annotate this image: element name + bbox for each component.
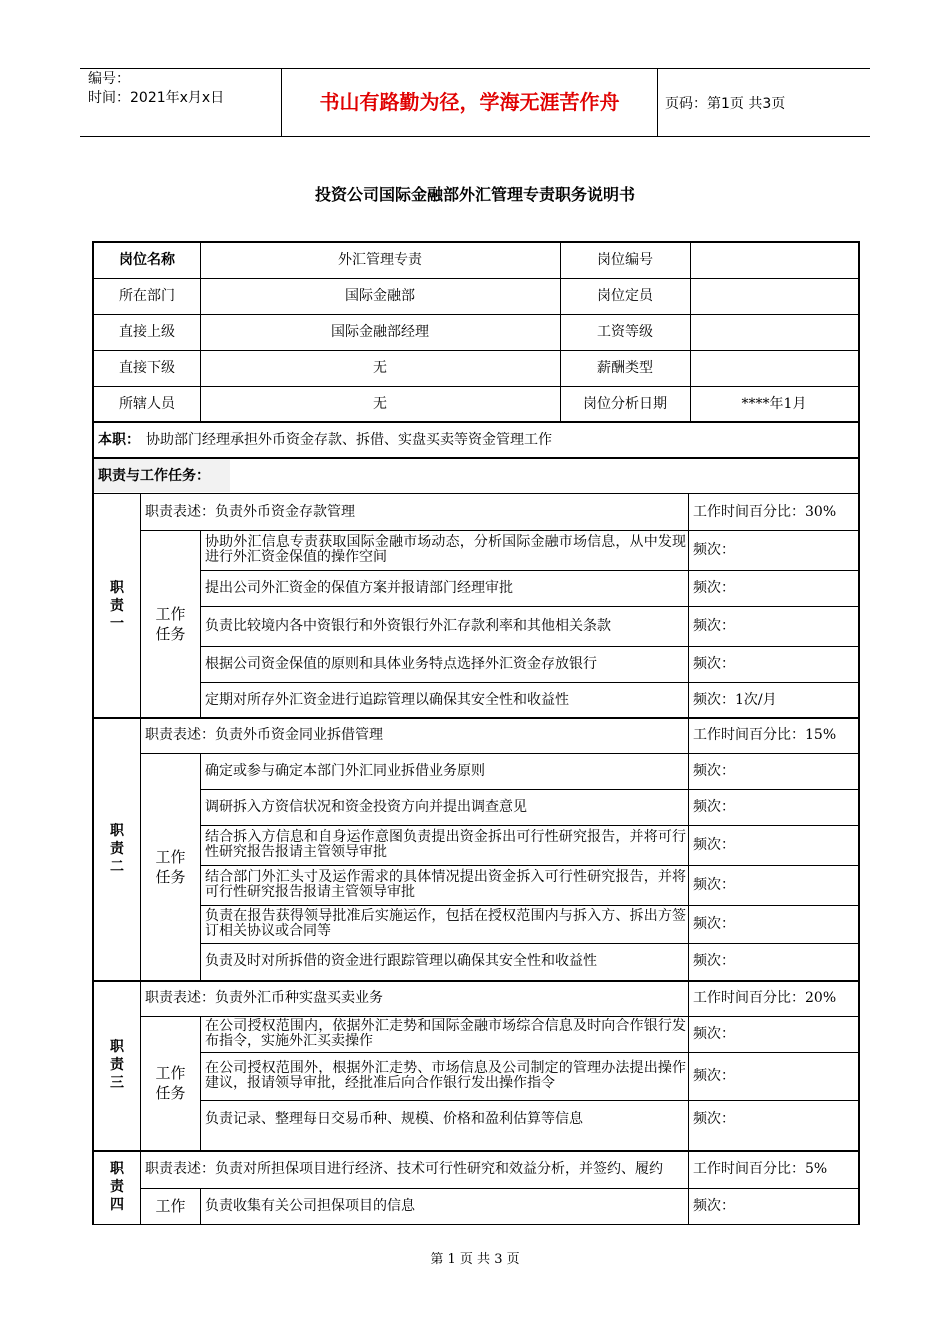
task-frequency: 频次： bbox=[693, 915, 735, 932]
task-frequency: 频次： bbox=[693, 579, 735, 596]
info-label: 岗位编号 bbox=[597, 252, 653, 268]
info-label: 所辖人员 bbox=[119, 395, 175, 412]
task-frequency: 频次： bbox=[693, 952, 735, 969]
task-frequency: 频次： bbox=[693, 617, 735, 634]
info-label: 岗位分析日期 bbox=[583, 395, 667, 412]
work-task-label-char: 任务 bbox=[155, 624, 186, 643]
task-frequency: 频次： bbox=[693, 836, 735, 853]
info-col-rule bbox=[200, 243, 201, 422]
task-frequency: 频次： bbox=[693, 655, 735, 672]
header-page-code: 页码：第1页 共3页 bbox=[665, 96, 786, 112]
task-text: 定期对所存外汇资金进行追踪管理以确保其安全性和收益性 bbox=[205, 691, 569, 708]
duty-block-rule bbox=[92, 1224, 860, 1225]
info-label: 岗位定员 bbox=[597, 287, 653, 304]
info-label: 直接上级 bbox=[119, 323, 175, 340]
work-task-label-char: 任务 bbox=[155, 1084, 186, 1102]
info-label: 直接下级 bbox=[119, 359, 175, 376]
duty-time-percent: 工作时间百分比：20% bbox=[693, 989, 837, 1006]
main-duty-label: 本职： bbox=[98, 431, 140, 448]
header-divider-2 bbox=[657, 68, 658, 136]
task-frequency: 频次： bbox=[693, 798, 735, 815]
duty-label-1-char: 职 bbox=[110, 579, 124, 596]
duty-label-4-char: 职 bbox=[110, 1161, 124, 1177]
duties-header: 职责与工作任务： bbox=[98, 467, 210, 484]
header-meta bbox=[88, 70, 224, 108]
info-value bbox=[690, 350, 858, 386]
task-text: 负责记录、整理每日交易币种、规模、价格和盈利估算等信息 bbox=[205, 1110, 583, 1127]
duty-label-3-char: 责 bbox=[110, 1057, 124, 1073]
duty-time-percent: 工作时间百分比：5% bbox=[693, 1160, 828, 1177]
task-frequency: 频次： bbox=[693, 541, 735, 558]
task-text: 在公司授权范围内，依据外汇走势和国际金融市场综合信息及时向合作银行发布指令，实施外汇买卖操作 bbox=[205, 1018, 686, 1049]
task-text: 提出公司外汇资金的保值方案并报请部门经理审批 bbox=[205, 579, 513, 596]
page-footer: 第 1 页 共 3 页 bbox=[430, 1252, 520, 1267]
duty-label-3 bbox=[94, 980, 140, 1150]
duty-label-1 bbox=[94, 494, 140, 717]
task-text: 负责比较境内各中资银行和外资银行外汇存款利率和其他相关条款 bbox=[205, 617, 611, 634]
duty-label-2 bbox=[94, 717, 140, 980]
duty-label-2-char: 职 bbox=[110, 822, 124, 839]
task-text: 结合拆入方信息和自身运作意图负责提出资金拆出可行性研究报告，并将可行性研究报告报请主管领导审批 bbox=[205, 829, 686, 860]
duty-label-4 bbox=[94, 1150, 140, 1224]
task-text: 负责及时对所拆借的资金进行跟踪管理以确保其安全性和收益性 bbox=[205, 952, 597, 969]
work-task-label-char: 工作 bbox=[155, 604, 186, 623]
task-frequency: 频次： bbox=[693, 1067, 735, 1084]
duty-label-3-char: 职 bbox=[110, 1039, 124, 1055]
task-frequency: 频次： bbox=[693, 1025, 735, 1042]
info-label: 工资等级 bbox=[597, 323, 653, 340]
task-text: 负责收集有关公司担保项目的信息 bbox=[205, 1197, 415, 1214]
info-row-rule bbox=[92, 278, 858, 279]
work-task-label bbox=[141, 1016, 200, 1150]
duty-time-percent: 工作时间百分比：15% bbox=[693, 726, 837, 743]
info-value bbox=[690, 314, 858, 350]
task-text: 负责在报告获得领导批准后实施运作，包括在授权范围内与拆入方、拆出方签订相关协议或合同等 bbox=[205, 908, 686, 939]
info-value: 外汇管理专责 bbox=[338, 252, 422, 268]
work-task-label-char: 工作 bbox=[155, 847, 186, 866]
duty-description: 职责表述：负责外币资金同业拆借管理 bbox=[145, 726, 383, 743]
work-task-label-char: 任务 bbox=[155, 867, 186, 886]
duty-label-2-char: 责 bbox=[110, 840, 124, 857]
info-col-rule bbox=[690, 243, 691, 422]
info-value: ****年1月 bbox=[741, 395, 807, 412]
task-frequency: 频次： bbox=[693, 762, 735, 779]
header-motto: 书山有路勤为径，学海无涯苦作舟 bbox=[319, 90, 620, 114]
table-right-border bbox=[858, 241, 860, 1224]
task-frequency: 频次： bbox=[693, 1197, 735, 1214]
info-value bbox=[690, 278, 858, 314]
info-value: 国际金融部 bbox=[345, 287, 415, 304]
task-text: 结合部门外汇头寸及运作需求的具体情况提出资金拆入可行性研究报告，并将可行性研究报告报请主管领导审批 bbox=[205, 869, 686, 900]
info-row-rule bbox=[92, 314, 858, 315]
duty-label-2-char: 二 bbox=[110, 858, 124, 875]
info-value bbox=[690, 243, 858, 278]
task-text: 调研拆入方资信状况和资金投资方向并提出调查意见 bbox=[205, 798, 527, 815]
task-frequency: 频次： bbox=[693, 1110, 735, 1127]
duty-description: 职责表述：负责外汇币种实盘买卖业务 bbox=[145, 989, 383, 1006]
info-value: 国际金融部经理 bbox=[331, 323, 429, 340]
doc-time-label: 时间：2021年x月x日 bbox=[88, 90, 225, 106]
info-label: 所在部门 bbox=[119, 287, 175, 304]
document-title: 投资公司国际金融部外汇管理专责职务说明书 bbox=[314, 185, 635, 204]
duty-description: 职责表述：负责外币资金存款管理 bbox=[145, 503, 355, 520]
task-frequency: 频次：1次/月 bbox=[693, 691, 777, 708]
task-text: 在公司授权范围外，根据外汇走势、市场信息及公司制定的管理办法提出操作建议，报请领导审批，经批准后向合作银行发出操作指令 bbox=[205, 1060, 686, 1091]
duty-label-1-char: 责 bbox=[110, 597, 124, 614]
work-task-label bbox=[141, 530, 200, 717]
duty-label-4-char: 责 bbox=[110, 1179, 124, 1195]
info-label: 薪酬类型 bbox=[597, 359, 653, 376]
duty-time-percent: 工作时间百分比：30% bbox=[693, 503, 837, 520]
work-task-label bbox=[141, 753, 200, 980]
task-text: 确定或参与确定本部门外汇同业拆借业务原则 bbox=[205, 762, 485, 779]
main-duty-text: 协助部门经理承担外币资金存款、拆借、实盘买卖等资金管理工作 bbox=[146, 431, 552, 448]
duty-label-4-char: 四 bbox=[110, 1197, 124, 1213]
info-value: 无 bbox=[373, 395, 387, 412]
work-task-label: 工作 bbox=[155, 1197, 186, 1215]
info-col-rule bbox=[560, 243, 561, 422]
task-text: 协助外汇信息专责获取国际金融市场动态，分析国际金融市场信息，从中发现进行外汇资金保值的操作空间 bbox=[205, 534, 686, 565]
main-duty-row bbox=[94, 423, 858, 457]
info-label: 岗位名称 bbox=[119, 252, 175, 268]
info-row-rule bbox=[92, 350, 858, 351]
info-value: 无 bbox=[373, 359, 387, 376]
header-bottom-rule bbox=[80, 136, 870, 137]
task-frequency: 频次： bbox=[693, 876, 735, 893]
doc-code-label: 编号： bbox=[88, 71, 130, 87]
work-task-label-char: 工作 bbox=[155, 1064, 186, 1082]
info-row-rule bbox=[92, 386, 858, 387]
duty-label-1-char: 一 bbox=[110, 615, 124, 632]
duty-description: 职责表述：负责对所担保项目进行经济、技术可行性研究和效益分析，并签约、履约 bbox=[145, 1160, 663, 1177]
duty-label-3-char: 三 bbox=[110, 1075, 124, 1091]
task-text: 根据公司资金保值的原则和具体业务特点选择外汇资金存放银行 bbox=[205, 655, 597, 672]
